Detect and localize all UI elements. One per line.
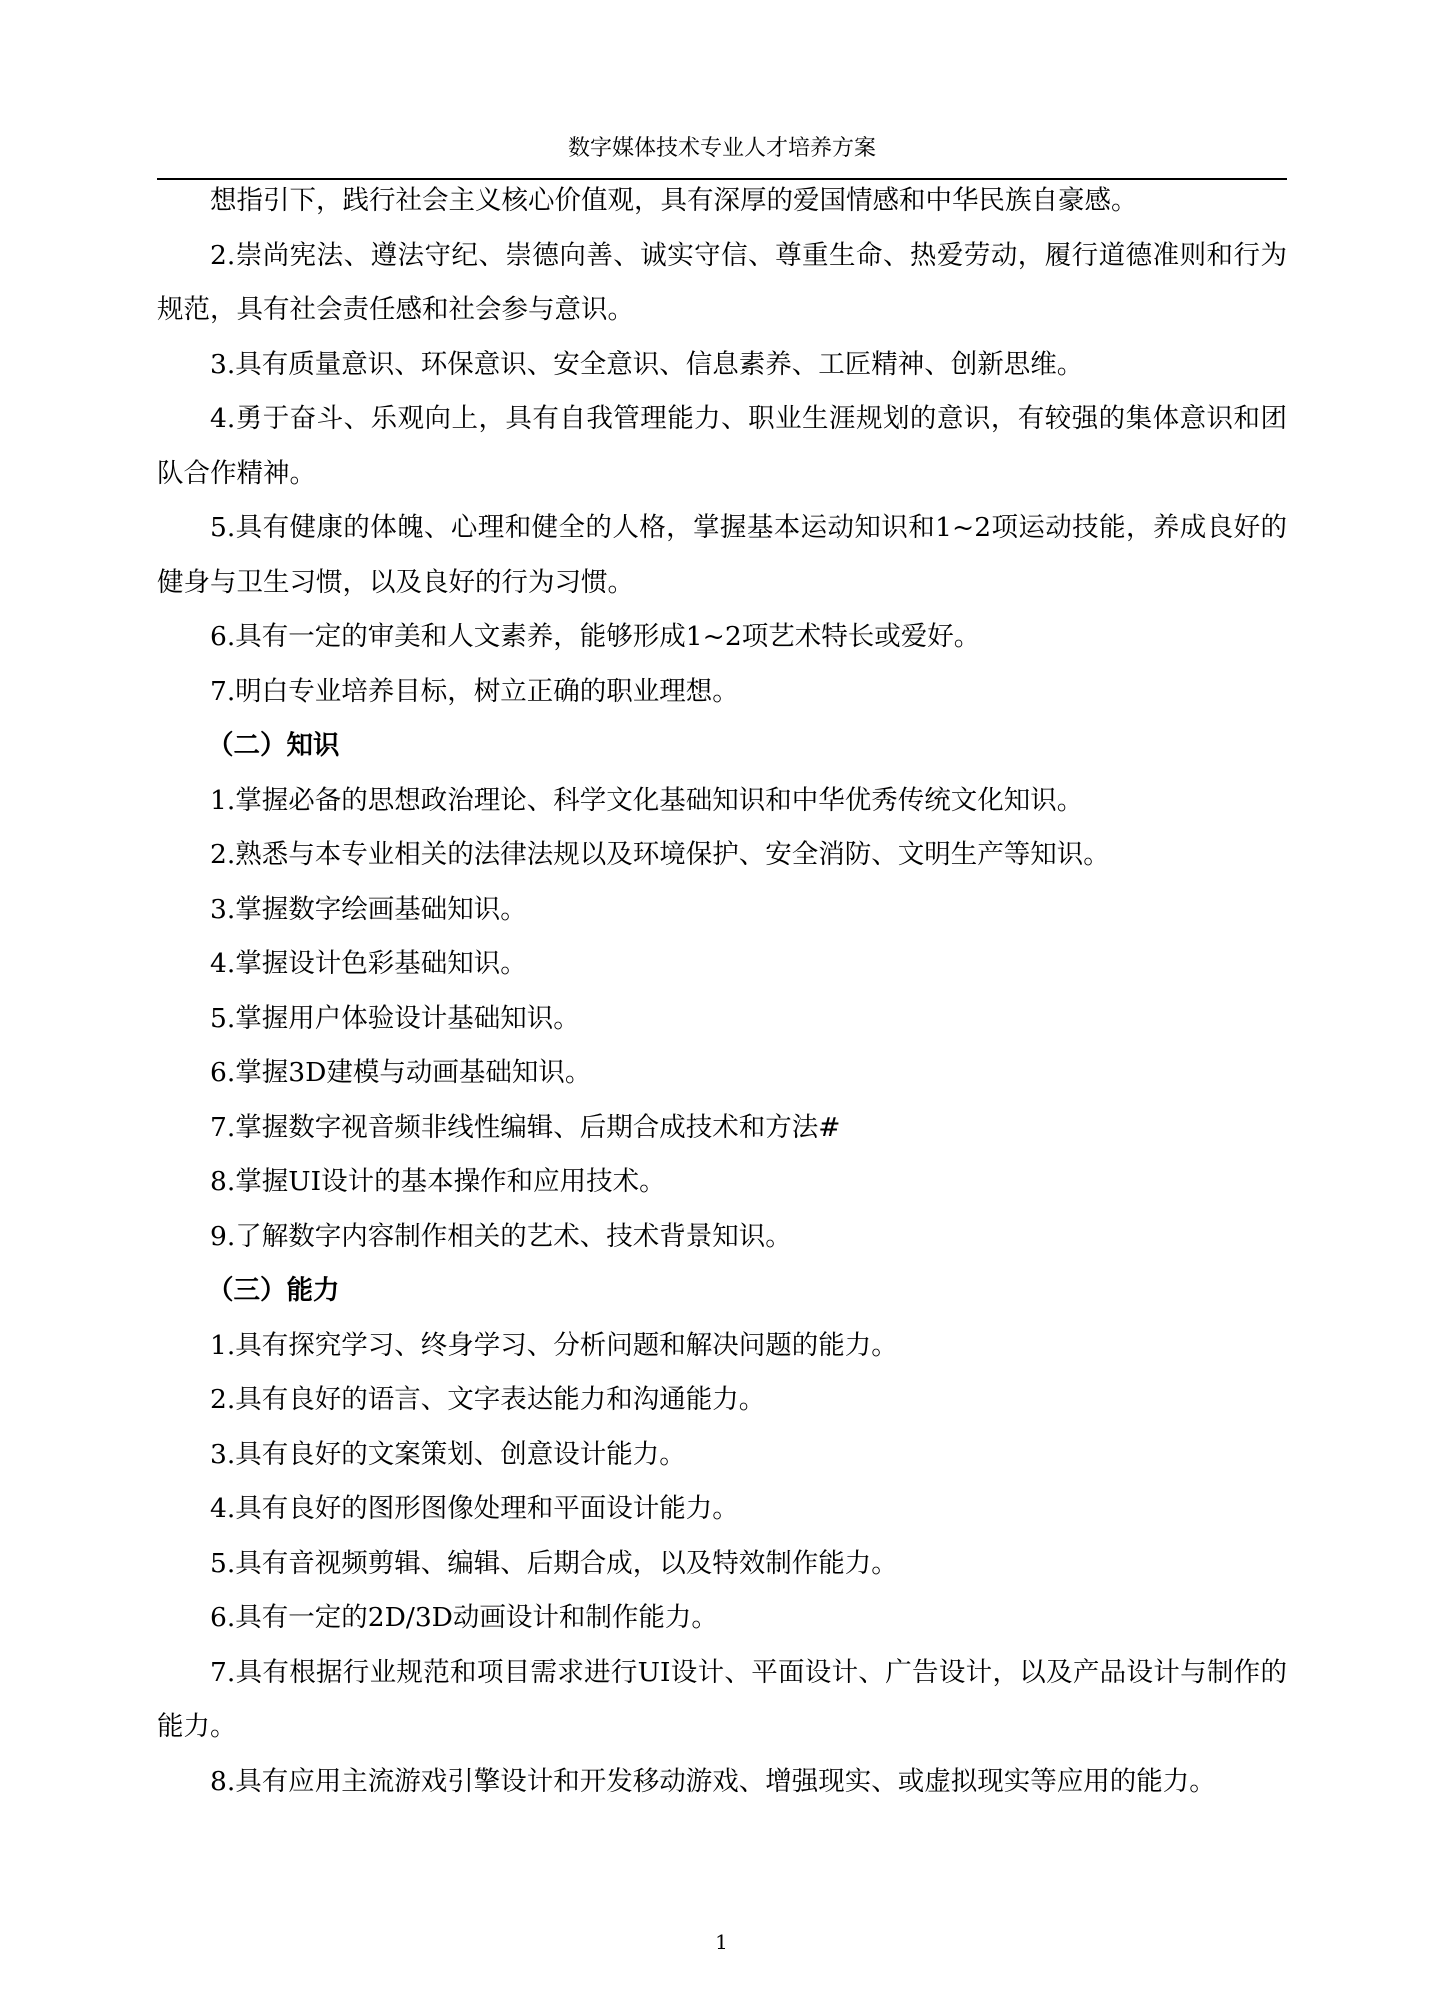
quality-item-5: 5.具有健康的体魄、心理和健全的人格，掌握基本运动知识和1~2项运动技能，养成良好的健身与卫生习惯，以及良好的行为习惯。 — [157, 512, 1287, 598]
section-heading-knowledge: （二）知识 — [207, 730, 340, 761]
running-header: 数字媒体技术专业人才培养方案 — [567, 136, 876, 161]
knowledge-item-7: 7.掌握数字视音频非线性编辑、后期合成技术和方法# — [210, 1111, 841, 1143]
ability-item-7: 7.具有根据行业规范和项目需求进行UI设计、平面设计、广告设计，以及产品设计与制作的能力。 — [157, 1656, 1287, 1742]
ability-item-2: 2.具有良好的语言、文字表达能力和沟通能力。 — [210, 1384, 766, 1415]
knowledge-item-1: 1.掌握必备的思想政治理论、科学文化基础知识和中华优秀传统文化知识。 — [210, 784, 1084, 816]
ability-item-1: 1.具有探究学习、终身学习、分析问题和解决问题的能力。 — [210, 1329, 898, 1361]
knowledge-item-2: 2.熟悉与本专业相关的法律法规以及环境保护、安全消防、文明生产等知识。 — [210, 839, 1110, 870]
quality-item-2: 2.崇尚宪法、遵法守纪、崇德向善、诚实守信、尊重生命、热爱劳动，履行道德准则和行为规范，具有社会责任感和社会参与意识。 — [157, 239, 1287, 325]
knowledge-item-6: 6.掌握3D建模与动画基础知识。 — [210, 1057, 592, 1088]
page-body — [157, 174, 1287, 1809]
page-number: 1 — [715, 1930, 728, 1954]
knowledge-item-3: 3.掌握数字绘画基础知识。 — [210, 893, 527, 925]
quality-item-6: 6.具有一定的审美和人文素养，能够形成1~2项艺术特长或爱好。 — [210, 621, 981, 652]
knowledge-item-8: 8.掌握UI设计的基本操作和应用技术。 — [210, 1166, 666, 1197]
quality-item-7: 7.明白专业培养目标，树立正确的职业理想。 — [210, 675, 739, 707]
quality-item-4: 4.勇于奋斗、乐观向上，具有自我管理能力、职业生涯规划的意识，有较强的集体意识和团队合作精神。 — [157, 403, 1287, 489]
ability-item-6: 6.具有一定的2D/3D动画设计和制作能力。 — [210, 1602, 718, 1633]
quality-item-3: 3.具有质量意识、环保意识、安全意识、信息素养、工匠精神、创新思维。 — [210, 348, 1084, 380]
knowledge-item-4: 4.掌握设计色彩基础知识。 — [210, 948, 527, 979]
knowledge-item-9: 9.了解数字内容制作相关的艺术、技术背景知识。 — [210, 1220, 792, 1252]
ability-item-8: 8.具有应用主流游戏引擎设计和开发移动游戏、增强现实、或虚拟现实等应用的能力。 — [210, 1765, 1216, 1797]
ability-item-5: 5.具有音视频剪辑、编辑、后期合成，以及特效制作能力。 — [210, 1547, 898, 1579]
ability-item-3: 3.具有良好的文案策划、创意设计能力。 — [210, 1438, 686, 1470]
knowledge-item-5: 5.掌握用户体验设计基础知识。 — [210, 1002, 580, 1034]
ability-item-4: 4.具有良好的图形图像处理和平面设计能力。 — [210, 1493, 739, 1524]
paragraph-continuation: 想指引下，践行社会主义核心价值观，具有深厚的爱国情感和中华民族自豪感。 — [210, 185, 1138, 216]
section-heading-ability: （三）能力 — [207, 1275, 340, 1306]
